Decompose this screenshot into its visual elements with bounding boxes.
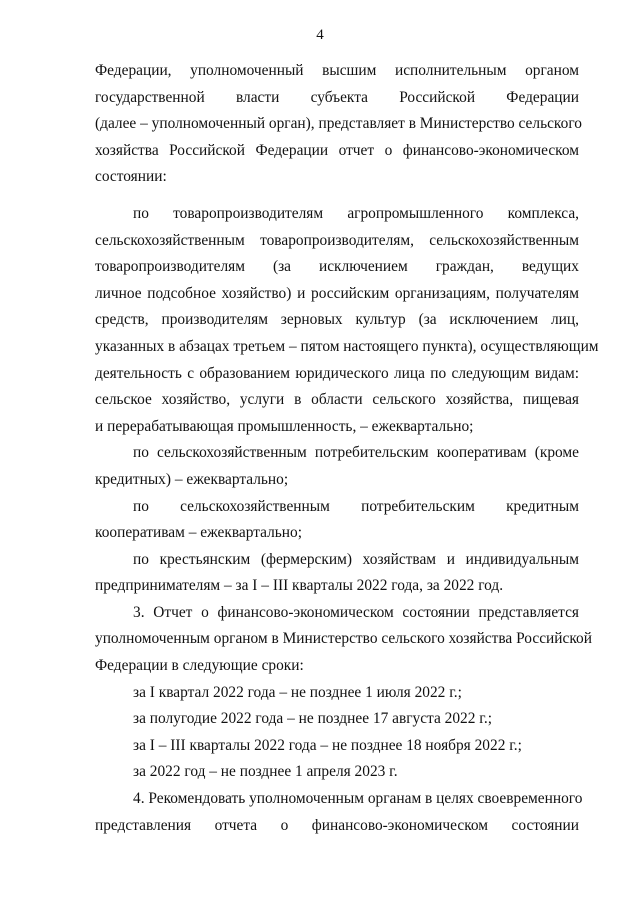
text-line: предпринимателям – за I – III кварталы 2022 года, за 2022 год.	[95, 577, 504, 595]
text-line: государственной власти субъекта Российской Федерации	[95, 88, 579, 106]
text-line: указанных в абзацах третьем – пятом настоящего пункта), осуществляющим	[95, 337, 599, 355]
text-line: по крестьянским (фермерским) хозяйствам и индивидуальным	[133, 550, 579, 568]
text-line: (далее – уполномоченный орган), представляет в Министерство сельского	[95, 115, 582, 133]
text-line: личное подсобное хозяйство) и российским организациям, получателям	[95, 284, 579, 302]
text-line: по сельскохозяйственным потребительским кооперативам (кроме	[133, 444, 579, 462]
text-line: сельскохозяйственным товаропроизводителям, сельскохозяйственным	[95, 231, 579, 249]
text-line: кредитных) – ежеквартально;	[95, 470, 289, 488]
text-line: 4. Рекомендовать уполномоченным органам в целях своевременного	[133, 790, 583, 808]
text-line: товаропроизводителям (за исключением граждан, ведущих	[95, 258, 579, 276]
text-line: за I – III кварталы 2022 года – не позднее 18 ноября 2022 г.;	[133, 736, 522, 754]
text-line: и перерабатывающая промышленность, – ежеквартально;	[95, 417, 474, 435]
text-line: за полугодие 2022 года – не позднее 17 августа 2022 г.;	[133, 710, 492, 728]
text-line: за I квартал 2022 года – не позднее 1 июля 2022 г.;	[133, 683, 462, 701]
text-line: Федерации в следующие сроки:	[95, 657, 304, 675]
text-line: по сельскохозяйственным потребительским кредитным	[133, 497, 579, 515]
document-body	[95, 58, 599, 839]
text-line: 3. Отчет о финансово-экономическом состоянии представляется	[133, 603, 579, 621]
text-line: уполномоченным органом в Министерство сельского хозяйства Российской	[95, 630, 592, 648]
page-number: 4	[316, 27, 324, 43]
text-line: кооперативам – ежеквартально;	[95, 524, 303, 542]
text-line: по товаропроизводителям агропромышленного комплекса,	[133, 204, 579, 222]
text-line: сельское хозяйство, услуги в области сельского хозяйства, пищевая	[95, 391, 579, 409]
text-line: состоянии:	[95, 168, 167, 186]
text-line: хозяйства Российской Федерации отчет о финансово-экономическом	[95, 141, 579, 159]
text-line: деятельность с образованием юридического лица по следующим видам:	[95, 364, 579, 382]
text-line: за 2022 год – не позднее 1 апреля 2023 г.	[133, 763, 398, 781]
text-line: Федерации, уполномоченный высшим исполнительным органом	[95, 62, 579, 79]
text-line: представления отчета о финансово-экономическом состоянии	[95, 816, 579, 834]
text-line: средств, производителям зерновых культур (за исключением лиц,	[95, 311, 579, 329]
